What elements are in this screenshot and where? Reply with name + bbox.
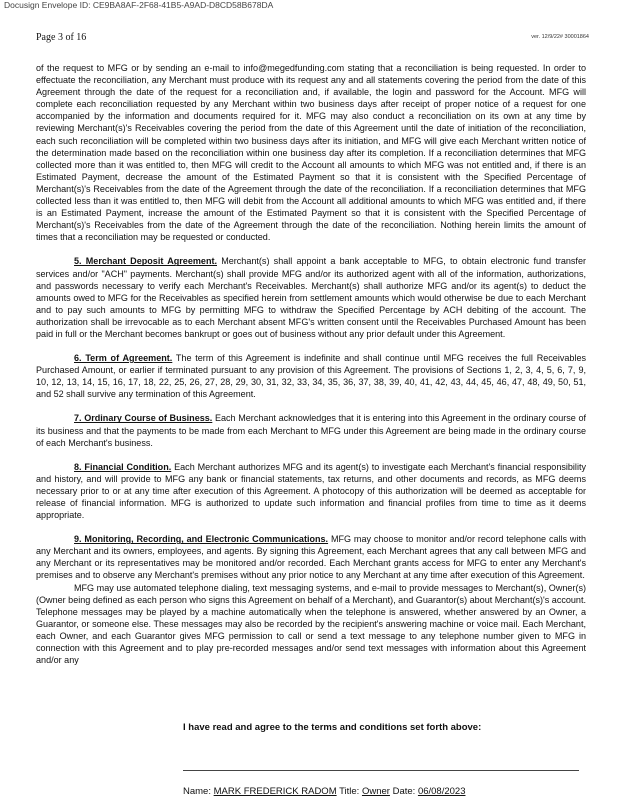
signature-date: 06/08/2023: [417, 786, 466, 797]
section-9-text: MFG may choose to monitor and/or record telephone calls with any Merchant and its owners, employees, and agents. By signing this Agreement, each Merchant agrees that any call between MFG and any Merchant or its representatives may be monitored and/or recorded. Each Merchant grants access for MFG to enter any Merchant's premises and to observe any Merchant's premises without any prior notice to any Merchant at any time after execution of this Agreement.: [36, 534, 587, 581]
title-label: Title:: [339, 786, 360, 797]
section-5: [36, 255, 586, 340]
section-7-title: 7. Ordinary Course of Business.: [74, 413, 213, 424]
section-9: [36, 533, 586, 581]
signer-name: MARK FREDERICK RADOM: [213, 786, 337, 797]
document-body: [36, 62, 586, 666]
signer-info: [183, 786, 465, 797]
signer-title: Owner: [361, 786, 390, 797]
envelope-id: Docusign Envelope ID: CE9BA8AF-2F68-41B5-A9AD-D8CD58B678DA: [4, 0, 274, 10]
name-label: Name:: [183, 786, 211, 797]
section-6: [36, 352, 586, 400]
date-label: Date:: [392, 786, 416, 797]
section-9-title: 9. Monitoring, Recording, and Electronic Communications.: [74, 534, 329, 545]
section-8: [36, 461, 586, 521]
section-8-title: 8. Financial Condition.: [74, 461, 172, 472]
section-8-text: Each Merchant authorizes MFG and its agent(s) to investigate each Merchant's financial responsibility and history, and will provide to MFG any bank or financial statements, tax returns, and other documents and records, as MFG deems necessary prior to or at any time after execution of this Agreement. A photocopy of this authorization will be deemed as acceptable for release of financial information. MFG is authorized to update such information and financial profiles from time to time as it deems appropriate.: [36, 461, 586, 521]
section-6-title: 6. Term of Agreement.: [74, 353, 173, 364]
section-5-title: 5. Merchant Deposit Agreement.: [74, 256, 217, 267]
section-7-text: Each Merchant acknowledges that it is entering into this Agreement in the ordinary course of its business and that the payments to be made from each Merchant to MFG under this Agreement are being made in the ordinary course of each Merchant's business.: [36, 413, 586, 448]
version-label: ver. 12/9/22# 30001864: [531, 34, 589, 40]
section-7: [36, 412, 586, 448]
section-9-continued: MFG may use automated telephone dialing, text messaging systems, and e-mail to provide messages to Merchant(s), Owner(s) (Owner being defined as each person who signs this Agreement on behalf of a Merchant), and Guarantor(s) about Merchant(s)'s account. Telephone messages may be played by a machine automatically when the telephone is answered, whether answered by an Owner, a Guarantor, or someone else. These messages may also be recorded by the recipient's answering machine or voice mail. Each Merchant, each Owner, and each Guarantor gives MFG permission to call or send a text message to any telephone number given to MFG in connection with this Agreement and to play pre-recorded messages and/or send text messages with information about this Agreement and/or any: [36, 582, 586, 666]
section-6-text: The term of this Agreement is indefinite and shall continue until MFG receives the full Receivables Purchased Amount, or earlier if terminated pursuant to any provision of this Agreement. The provisions of Sections 1, 2, 3, 4, 5, 6, 7, 9, 10, 12, 13, 14, 15, 16, 17, 18, 22, 25, 26, 27, 28, 29, 30, 31, 32, 33, 34, 35, 36, 37, 38, 39, 40, 41, 42, 43, 44, 45, 46, 47, 48, 49, 50, 51, and 52 shall survive any termination of this Agreement.: [36, 353, 586, 400]
signature-line[interactable]: [183, 770, 579, 771]
page-number: Page 3 of 16: [36, 32, 87, 43]
section-5-text: Merchant(s) shall appoint a bank acceptable to MFG, to obtain electronic fund transfer services and/or "ACH" payments. Merchant(s) shall provide MFG and/or its authorized agent with all of the information, authorizations, and passwords necessary to verify each Merchant's Receivables. Merchant(s) shall authorize MFG and/or its agent(s) to deduct the amounts owed to MFG for the Receivables as specified herein from settlement amounts which would otherwise be due to each Merchant and to pay such amounts to MFG by permitting MFG to withdraw the Specified Percentage by ACH debiting of the account. The authorization shall be irrevocable as to each Merchant absent MFG's written consent until the Receivables Purchased Amount has been paid in full or the Merchant becomes bankrupt or goes out of business without any prior default under this Agreement.: [36, 256, 586, 339]
reconciliation-paragraph: of the request to MFG or by sending an e-mail to info@megedfunding.com stating that a reconciliation is being requested. In order to effectuate the reconciliation, any Merchant must produce with its request any and all statements covering the period from the date of this Agreement through the date of the request for a reconciliation and, if available, the login and password for the Account. MFG will complete each reconciliation requested by any Merchant within two business days after receipt of proper notice of a request for one accompanied by the information and documents required for it. MFG may also conduct a reconciliation on its own at any time by reviewing Merchant(s)'s Receivables covering the period from the date of this Agreement until the date of initiation of the reconciliation, each such reconciliation will be completed within two business days after its initiation, and MFG will give each Merchant written notice of the determination made based on the reconciliation within one business day after its completion. If a reconciliation determines that MFG collected more than it was entitled to, then MFG will credit to the Account all amounts to which MFG was not entitled and, if there is an Estimated Payment, decrease the amount of the Estimated Payment so that it is consistent with the Specified Percentage of Merchant(s)'s Receivables from the date of the Agreement through the date of the reconciliation. If a reconciliation determines that MFG collected less than it was entitled to, then MFG will debit from the Account all additional amounts to which MFG was entitled and, if there is an Estimated Payment, increase the amount of the Estimated Payment so that it is consistent with the Specified Percentage of Merchant(s)'s Receivables from the date of the Agreement through the date of the reconciliation. Nothing herein limits the amount of times that a reconciliation may be requested or conducted.: [36, 63, 586, 243]
agreement-statement: I have read and agree to the terms and conditions set forth above:: [183, 722, 482, 733]
